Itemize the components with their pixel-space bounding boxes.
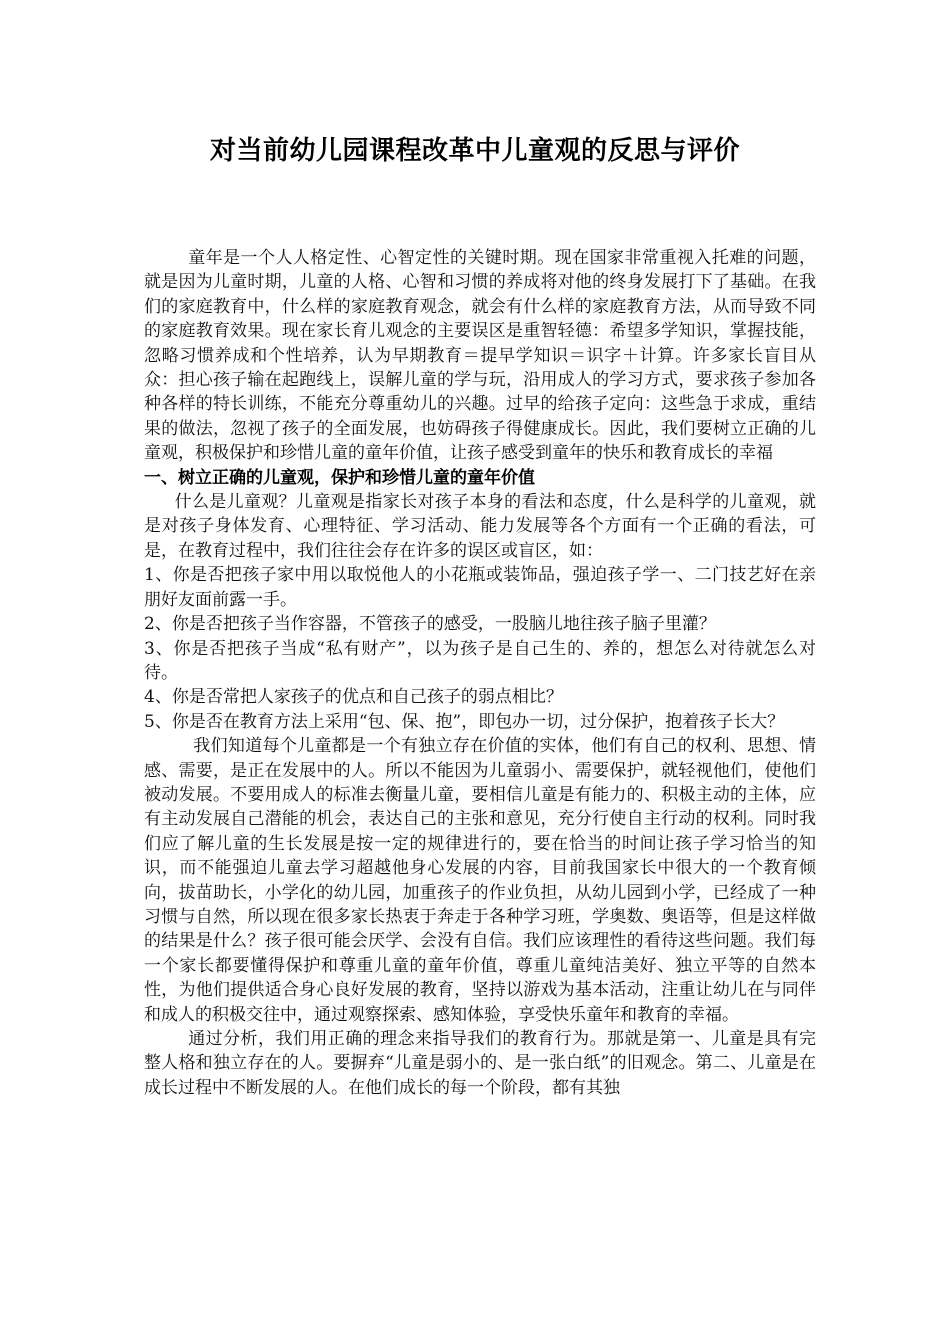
- section-heading: 一、树立正确的儿童观，保护和珍惜儿童的童年价值: [144, 467, 535, 488]
- list-item: 1、你是否把孩子家中用以取悦他人的小花瓶或装饰品，强迫孩子学一、二门技艺好在亲朋好友面前露一手。: [144, 565, 816, 610]
- document-title: 对当前幼儿园课程改革中儿童观的反思与评价: [209, 136, 740, 166]
- intro-paragraph: 童年是一个人人格定性、心智定性的关键时期。现在国家非常重视入托难的问题，就是因为儿童时期，儿童的人格、心智和习惯的养成将对他的终身发展打下了基础。在我们的家庭教育中，什么样的家庭教育观念，就会有什么样的家庭教育方法，从而导致不同的家庭教育效果。现在家长育儿观念的主要误区是重智轻德：希望多学知识，掌握技能，忽略习惯养成和个性培养，认为早期教育＝提早学知识＝识字＋计算。许多家长盲目从众：担心孩子输在起跑线上，误解儿童的学与玩，沿用成人的学习方式，要求孩子参加各种各样的特长训练，不能充分尊重幼儿的兴趣。过早的给孩子定向：这些急于求成，重结果的做法，忽视了孩子的全面发展，也妨碍孩子得健康成长。因此，我们要树立正确的儿童观，积极保护和珍惜儿童的童年价值，让孩子感受到童年的快乐和教育成长的幸福: [144, 248, 816, 464]
- list-item: 2、你是否把孩子当作容器，不管孩子的感受，一股脑儿地往孩子脑子里灌？: [144, 614, 716, 635]
- body-paragraph: 通过分析，我们用正确的理念来指导我们的教育行为。那就是第一、儿童是具有完整人格和独立存在的人。要摒弃“儿童是弱小的、是一张白纸”的旧观念。第二、儿童是在成长过程中不断发展的人。在他们成长的每一个阶段，都有其独: [144, 1029, 816, 1098]
- list-item: 4、你是否常把人家孩子的优点和自己孩子的弱点相比？: [144, 687, 563, 708]
- list-item: 5、你是否在教育方法上采用“包、保、抱”，即包办一切，过分保护，抱着孩子长大？: [144, 711, 785, 732]
- document-body: [144, 246, 816, 1100]
- section-intro-paragraph: 什么是儿童观？儿童观是指家长对孩子本身的看法和态度，什么是科学的儿童观，就是对孩子身体发育、心理特征、学习活动、能力发展等各个方面有一个正确的看法，可是，在教育过程中，我们往往会存在许多的误区或盲区，如：: [144, 492, 816, 561]
- body-paragraph: 我们知道每个儿童都是一个有独立存在价值的实体，他们有自己的权利、思想、情感、需要，是正在发展中的人。所以不能因为儿童弱小、需要保护，就轻视他们，使他们被动发展。不要用成人的标准去衡量儿童，要相信儿童是有能力的、积极主动的主体，应有主动发展自己潜能的机会，表达自己的主张和意见，充分行使自主行动的权利。同时我们应了解儿童的生长发展是按一定的规律进行的，要在恰当的时间让孩子学习恰当的知识，而不能强迫儿童去学习超越他身心发展的内容，目前我国家长中很大的一个教育倾向，拔苗助长，小学化的幼儿园，加重孩子的作业负担，从幼儿园到小学，已经成了一种习惯与自然，所以现在很多家长热衷于奔走于各种学习班，学奥数、奥语等，但是这样做的结果是什么？孩子很可能会厌学、会没有自信。我们应该理性的看待这些问题。我们每一个家长都要懂得保护和尊重儿童的童年价值，尊重儿童纯洁美好、独立平等的自然本性，为他们提供适合身心良好发展的教育，坚持以游戏为基本活动，注重让幼儿在与同伴和成人的积极交往中，通过观察探索、感知体验，享受快乐童年和教育的幸福。: [144, 736, 816, 1025]
- list-item: 3、你是否把孩子当成“私有财产”，以为孩子是自己生的、养的，想怎么对待就怎么对待。: [144, 638, 816, 683]
